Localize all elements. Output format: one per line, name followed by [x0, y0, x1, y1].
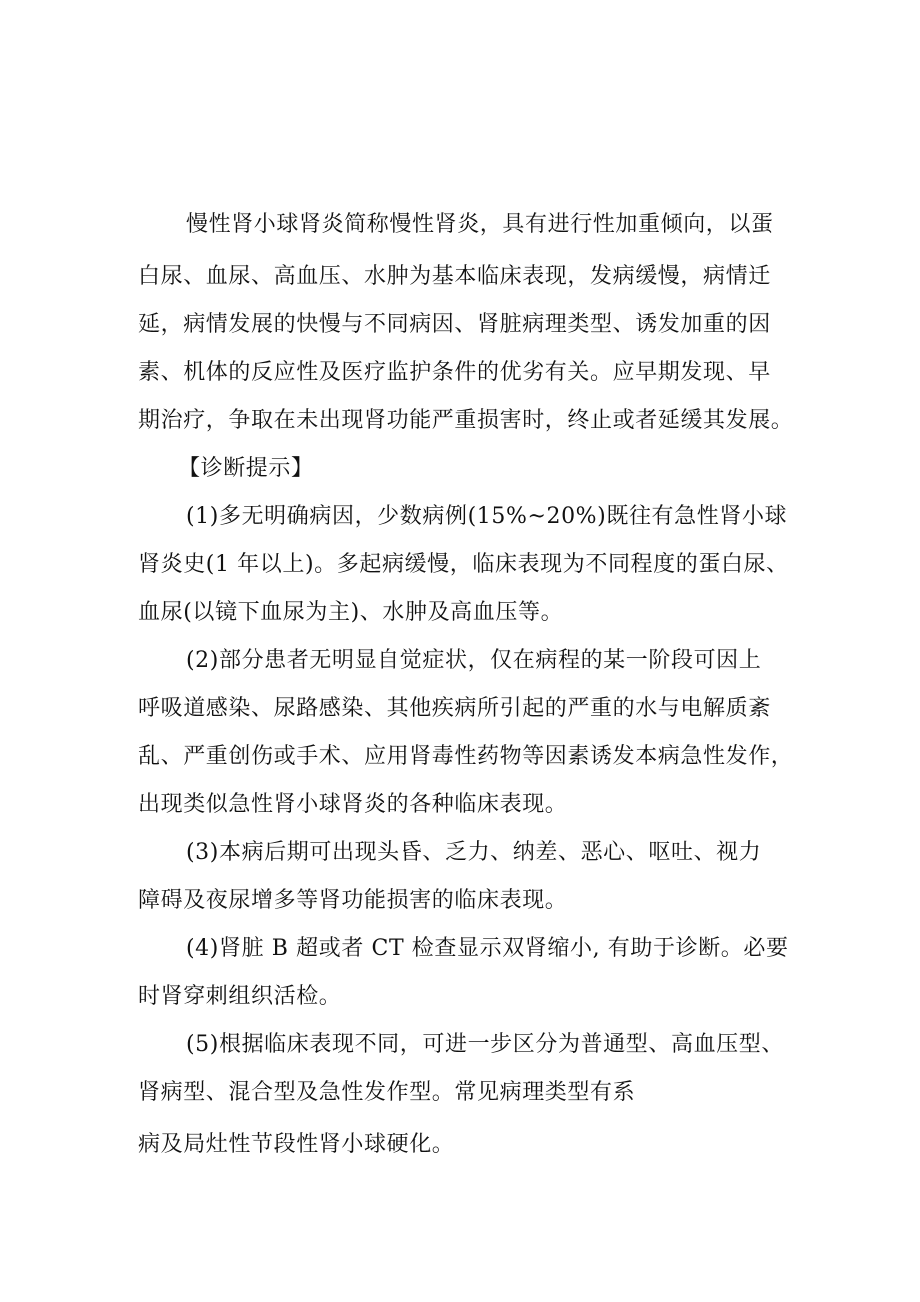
- intro-line-2: 白尿、血尿、高血压、水肿为基本临床表现，发病缓慢，病情迁: [138, 264, 771, 289]
- intro-line-5: 期治疗，争取在未出现肾功能严重损害时，终止或者延缓其发展。: [138, 408, 794, 433]
- intro-line-1: 慢性肾小球肾炎简称慢性肾炎，具有进行性加重倾向，以蛋: [186, 212, 774, 237]
- item5-line-1: (5)根据临床表现不同，可进一步区分为普通型、高血压型、: [186, 1032, 784, 1057]
- item4-line-1: (4)肾脏 B 超或者 CT 检查显示双肾缩小, 有助于诊断。必要: [186, 936, 789, 961]
- intro-line-3: 延，病情发展的快慢与不同病因、肾脏病理类型、诱发加重的因: [138, 312, 771, 337]
- item5-line-2: 肾病型、混合型及急性发作型。常见病理类型有系: [138, 1080, 636, 1105]
- item2-line-2: 呼吸道感染、尿路感染、其他疾病所引起的严重的水与电解质紊: [138, 696, 771, 721]
- item4-line-2: 时肾穿刺组织活检。: [138, 984, 342, 1009]
- item2-line-3: 乱、严重创伤或手术、应用肾毒性药物等因素诱发本病急性发作，: [138, 744, 794, 769]
- item1-line-3: 血尿(以镜下血尿为主)、水肿及高血压等。: [138, 600, 564, 625]
- item5-line-3: 病及局灶性节段性肾小球硬化。: [138, 1132, 455, 1157]
- intro-line-4: 素、机体的反应性及医疗监护条件的优劣有关。应早期发现、早: [138, 360, 771, 385]
- item2-line-4: 出现类似急性肾小球肾炎的各种临床表现。: [138, 792, 568, 817]
- item1-line-2: 肾炎史(1 年以上)。多起病缓慢，临床表现为不同程度的蛋白尿、: [138, 552, 789, 577]
- section-heading: 【诊断提示】: [178, 456, 314, 481]
- item2-line-1: (2)部分患者无明显自觉症状，仅在病程的某一阶段可因上: [186, 648, 762, 673]
- item3-line-2: 障碍及夜尿增多等肾功能损害的临床表现。: [138, 888, 568, 913]
- item3-line-1: (3)本病后期可出现头昏、乏力、纳差、恶心、呕吐、视力: [186, 840, 762, 865]
- item1-line-1: (1)多无明确病因，少数病例(15%~20%)既往有急性肾小球: [186, 504, 788, 529]
